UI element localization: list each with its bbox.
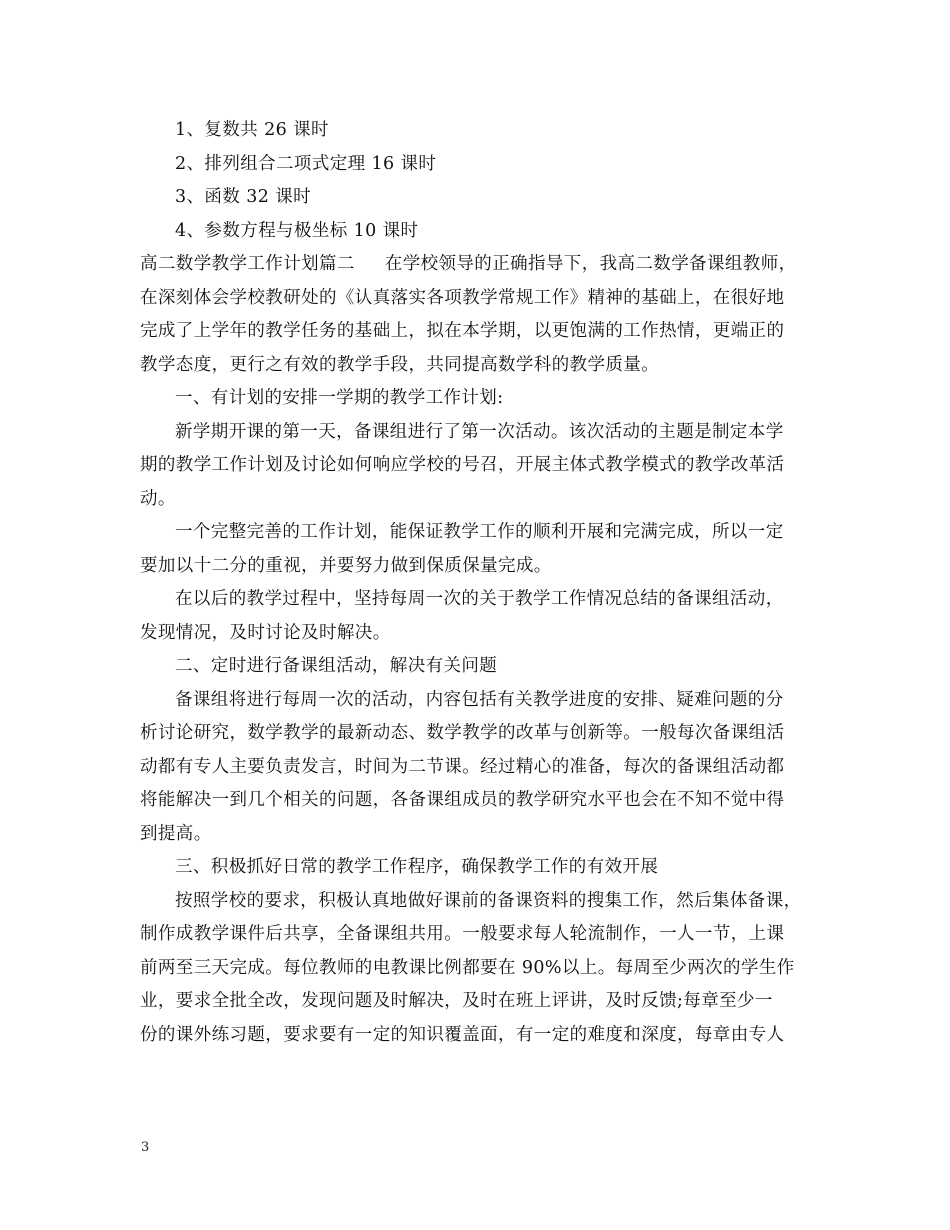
paragraph-line: 按照学校的要求，积极认真地做好课前的备课资料的搜集工作，然后集体备课，	[175, 890, 802, 911]
list-item: 1、复数共 26 课时	[175, 120, 329, 140]
paragraph-line: 析讨论研究，数学教学的最新动态、数学教学的改革与创新等。一般每次备课组活	[140, 723, 785, 743]
section-heading: 一、有计划的安排一学期的教学工作计划:	[175, 388, 504, 408]
paragraph-line: 一个完整完善的工作计划，能保证教学工作的顺利开展和完满完成，所以一定	[175, 522, 784, 542]
paragraph-line: 教学态度，更行之有效的教学手段，共同提高数学科的教学质量。	[140, 354, 660, 375]
paragraph-line: 动。	[140, 488, 176, 509]
paragraph-line: 业，要求全批全改，发现问题及时解决，及时在班上评讲，及时反馈;每章至少一	[140, 991, 773, 1011]
paragraph-line: 将能解决一到几个相关的问题，各备课组成员的教学研究水平也会在不知不觉中得	[140, 790, 785, 810]
paragraph-line: 前两至三天完成。每位教师的电教课比例都要在 90%以上。每周至少两次的学生作	[140, 957, 795, 978]
paragraph-text: 在学校领导的正确指导下，我高二数学备课组教师，	[384, 254, 797, 274]
paragraph-line: 备课组将进行每周一次的活动，内容包括有关教学进度的安排、疑难问题的分	[175, 689, 784, 710]
paragraph-line: 发现情况，及时讨论及时解决。	[140, 622, 391, 643]
section-heading-line	[140, 248, 820, 282]
paragraph-line: 到提高。	[140, 823, 212, 844]
page-number: 3	[141, 1140, 150, 1155]
paragraph-line: 期的教学工作计划及讨论如何响应学校的号召，开展主体式教学模式的教学改革活	[140, 455, 785, 475]
list-item: 3、函数 32 课时	[175, 187, 312, 207]
document-body	[140, 114, 820, 1052]
section-title: 高二数学教学工作计划篇二	[140, 254, 355, 274]
paragraph-line: 制作成教学课件后共享，全备课组共用。一般要求每人轮流制作，一人一节，上课	[140, 924, 785, 944]
paragraph-line: 动都有专人主要负责发言，时间为二节课。经过精心的准备，每次的备课组活动都	[140, 756, 785, 777]
paragraph-line: 要加以十二分的重视，并要努力做到保质保量完成。	[140, 555, 552, 576]
section-heading: 二、定时进行备课组活动，解决有关问题	[175, 656, 498, 676]
paragraph-line: 完成了上学年的教学任务的基础上，拟在本学期，以更饱满的工作热情，更端正的	[140, 321, 785, 341]
paragraph-line: 份的课外练习题，要求要有一定的知识覆盖面，有一定的难度和深度，每章由专人	[140, 1024, 785, 1045]
list-item: 2、排列组合二项式定理 16 课时	[175, 153, 437, 174]
paragraph-line: 在以后的教学过程中，坚持每周一次的关于教学工作情况总结的备课组活动，	[175, 589, 784, 609]
paragraph-line: 新学期开课的第一天，备课组进行了第一次活动。该次活动的主题是制定本学	[175, 421, 784, 442]
paragraph-line: 在深刻体会学校教研处的《认真落实各项教学常规工作》精神的基础上，在很好地	[140, 287, 785, 308]
list-item: 4、参数方程与极坐标 10 课时	[175, 220, 419, 241]
section-heading: 三、积极抓好日常的教学工作程序，确保教学工作的有效开展	[175, 857, 659, 877]
